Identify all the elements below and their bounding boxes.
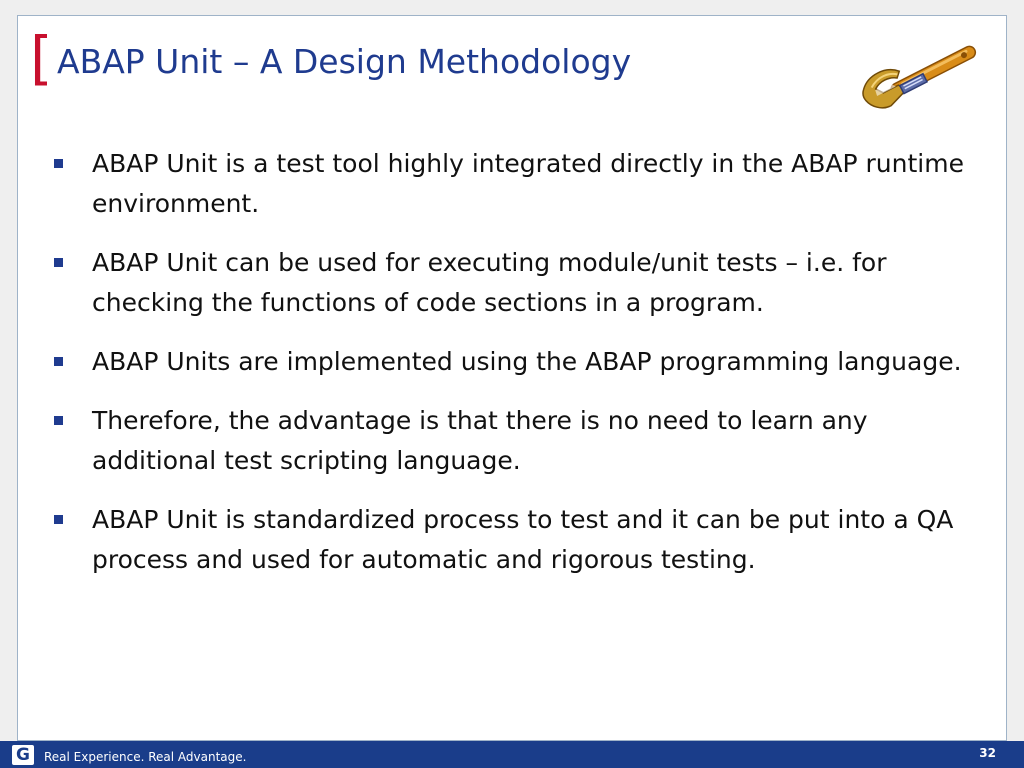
bullet-marker — [54, 515, 63, 524]
bullet-text: ABAP Unit is standardized process to test and it can be put into a QA process and used for automatic and rigorous testing. — [92, 505, 954, 574]
bullet-item — [54, 500, 984, 580]
bullet-list — [54, 144, 984, 599]
bullet-marker — [54, 258, 63, 267]
bullet-item — [54, 342, 984, 382]
bullet-marker — [54, 416, 63, 425]
bullet-marker — [54, 357, 63, 366]
page-number: 32 — [979, 746, 996, 760]
bullet-text: Therefore, the advantage is that there is no need to learn any additional test scripting language. — [92, 406, 868, 475]
bullet-text: ABAP Units are implemented using the ABAP programming language. — [92, 347, 962, 376]
footer-logo: G — [12, 745, 34, 765]
bullet-marker — [54, 159, 63, 168]
bullet-text: ABAP Unit is a test tool highly integrated directly in the ABAP runtime environment. — [92, 149, 964, 218]
bullet-text: ABAP Unit can be used for executing module/unit tests – i.e. for checking the functions of code sections in a program. — [92, 248, 887, 317]
footer-tagline: Real Experience. Real Advantage. — [44, 750, 247, 764]
wrench-icon — [856, 32, 990, 116]
slide-title: ABAP Unit – A Design Methodology — [57, 42, 632, 81]
bullet-item — [54, 144, 984, 224]
bullet-item — [54, 401, 984, 481]
title-bracket: [ — [30, 24, 53, 92]
bullet-item — [54, 243, 984, 323]
